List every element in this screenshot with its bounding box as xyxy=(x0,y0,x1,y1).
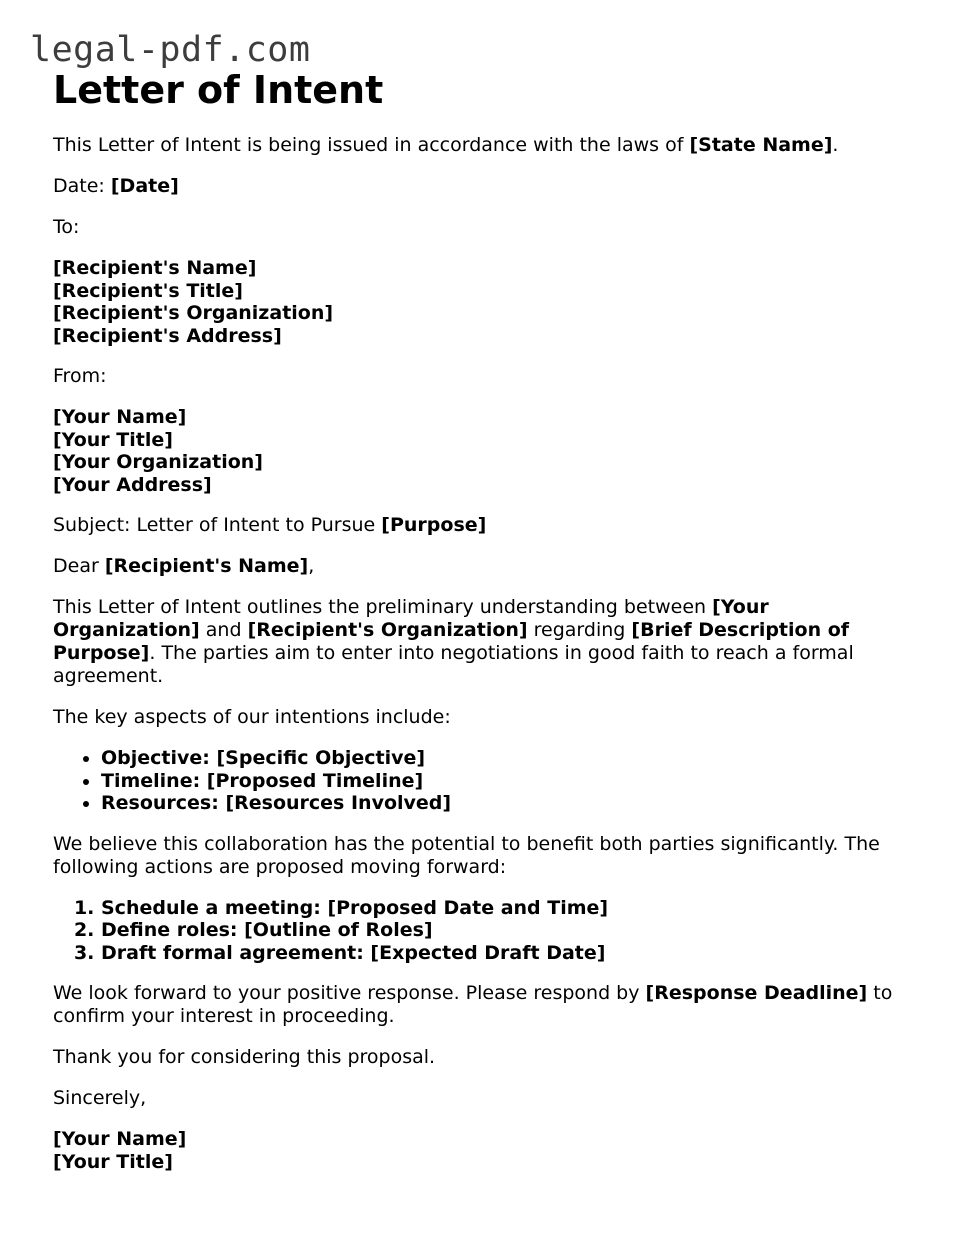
list-item: • Timeline: [Proposed Timeline] xyxy=(101,770,913,793)
recipient-organization-placeholder: [Recipient's Organization] xyxy=(247,619,528,641)
date-placeholder: [Date] xyxy=(110,175,179,197)
aspects-intro: The key aspects of our intentions include: xyxy=(53,706,451,728)
list-item: 1. Schedule a meeting: [Proposed Date and Time] xyxy=(101,897,913,920)
response-deadline-placeholder: [Response Deadline] xyxy=(645,982,868,1004)
from-label: From: xyxy=(53,365,107,387)
salutation xyxy=(53,555,913,578)
sender-organization: [Your Organization] xyxy=(53,451,263,473)
aspects-list xyxy=(53,747,913,815)
recipient-title: [Recipient's Title] xyxy=(53,279,243,302)
list-item: 3. Draft formal agreement: [Expected Draft Date] xyxy=(101,942,913,965)
body1-text-4: . The parties aim to enter into negotiations in good faith to reach a formal agreement. xyxy=(53,642,854,687)
list-item: 2. Define roles: [Outline of Roles] xyxy=(101,919,913,942)
salutation-name: [Recipient's Name] xyxy=(104,555,309,577)
salutation-end: , xyxy=(308,555,315,577)
sender-address: [Your Address] xyxy=(53,473,212,496)
list-item: • Resources: [Resources Involved] xyxy=(101,792,913,815)
body1-text-2: and xyxy=(199,619,248,641)
signature-title: [Your Title] xyxy=(53,1150,173,1173)
date-line xyxy=(53,175,913,198)
body1-text-3: regarding xyxy=(527,619,632,641)
purpose-description-placeholder: [Brief Description of Purpose] xyxy=(53,619,850,664)
page-title: Letter of Intent xyxy=(53,68,384,112)
closing-text-2: to confirm your interest in proceeding. xyxy=(53,982,893,1027)
thanks-line: Thank you for considering this proposal. xyxy=(53,1046,436,1068)
sender-block xyxy=(53,406,913,496)
recipient-name: [Recipient's Name] xyxy=(53,257,257,279)
your-organization-placeholder: [Your Organization] xyxy=(53,596,769,641)
sender-title: [Your Title] xyxy=(53,428,173,451)
closing-text-1: We look forward to your positive response. Please respond by xyxy=(53,982,646,1004)
body-paragraph-1 xyxy=(53,596,913,688)
watermark: legal-pdf.com xyxy=(30,30,311,70)
signature-block xyxy=(53,1128,913,1173)
subject-line xyxy=(53,514,913,537)
salutation-label: Dear xyxy=(53,555,105,577)
body1-text-1: This Letter of Intent outlines the preliminary understanding between xyxy=(53,596,713,618)
sender-name: [Your Name] xyxy=(53,406,187,428)
signoff: Sincerely, xyxy=(53,1087,147,1109)
purpose-placeholder: [Purpose] xyxy=(381,514,487,536)
list-item: • Objective: [Specific Objective] xyxy=(101,747,913,770)
document-page xyxy=(53,66,913,1191)
intro-end: . xyxy=(832,134,839,156)
recipient-organization: [Recipient's Organization] xyxy=(53,302,334,324)
closing-paragraph xyxy=(53,982,913,1028)
signature-name: [Your Name] xyxy=(53,1128,187,1150)
intro-paragraph xyxy=(53,134,913,157)
actions-list xyxy=(53,897,913,965)
recipient-block xyxy=(53,257,913,347)
recipient-address: [Recipient's Address] xyxy=(53,324,282,347)
to-label: To: xyxy=(53,216,80,238)
state-name-placeholder: [State Name] xyxy=(689,134,833,156)
intro-text: This Letter of Intent is being issued in accordance with the laws of xyxy=(53,134,690,156)
belief-paragraph: We believe this collaboration has the potential to benefit both parties significantly. The following actions are proposed moving forward: xyxy=(53,832,880,878)
date-label: Date: xyxy=(53,175,111,197)
subject-label: Subject: Letter of Intent to Pursue xyxy=(53,514,382,536)
